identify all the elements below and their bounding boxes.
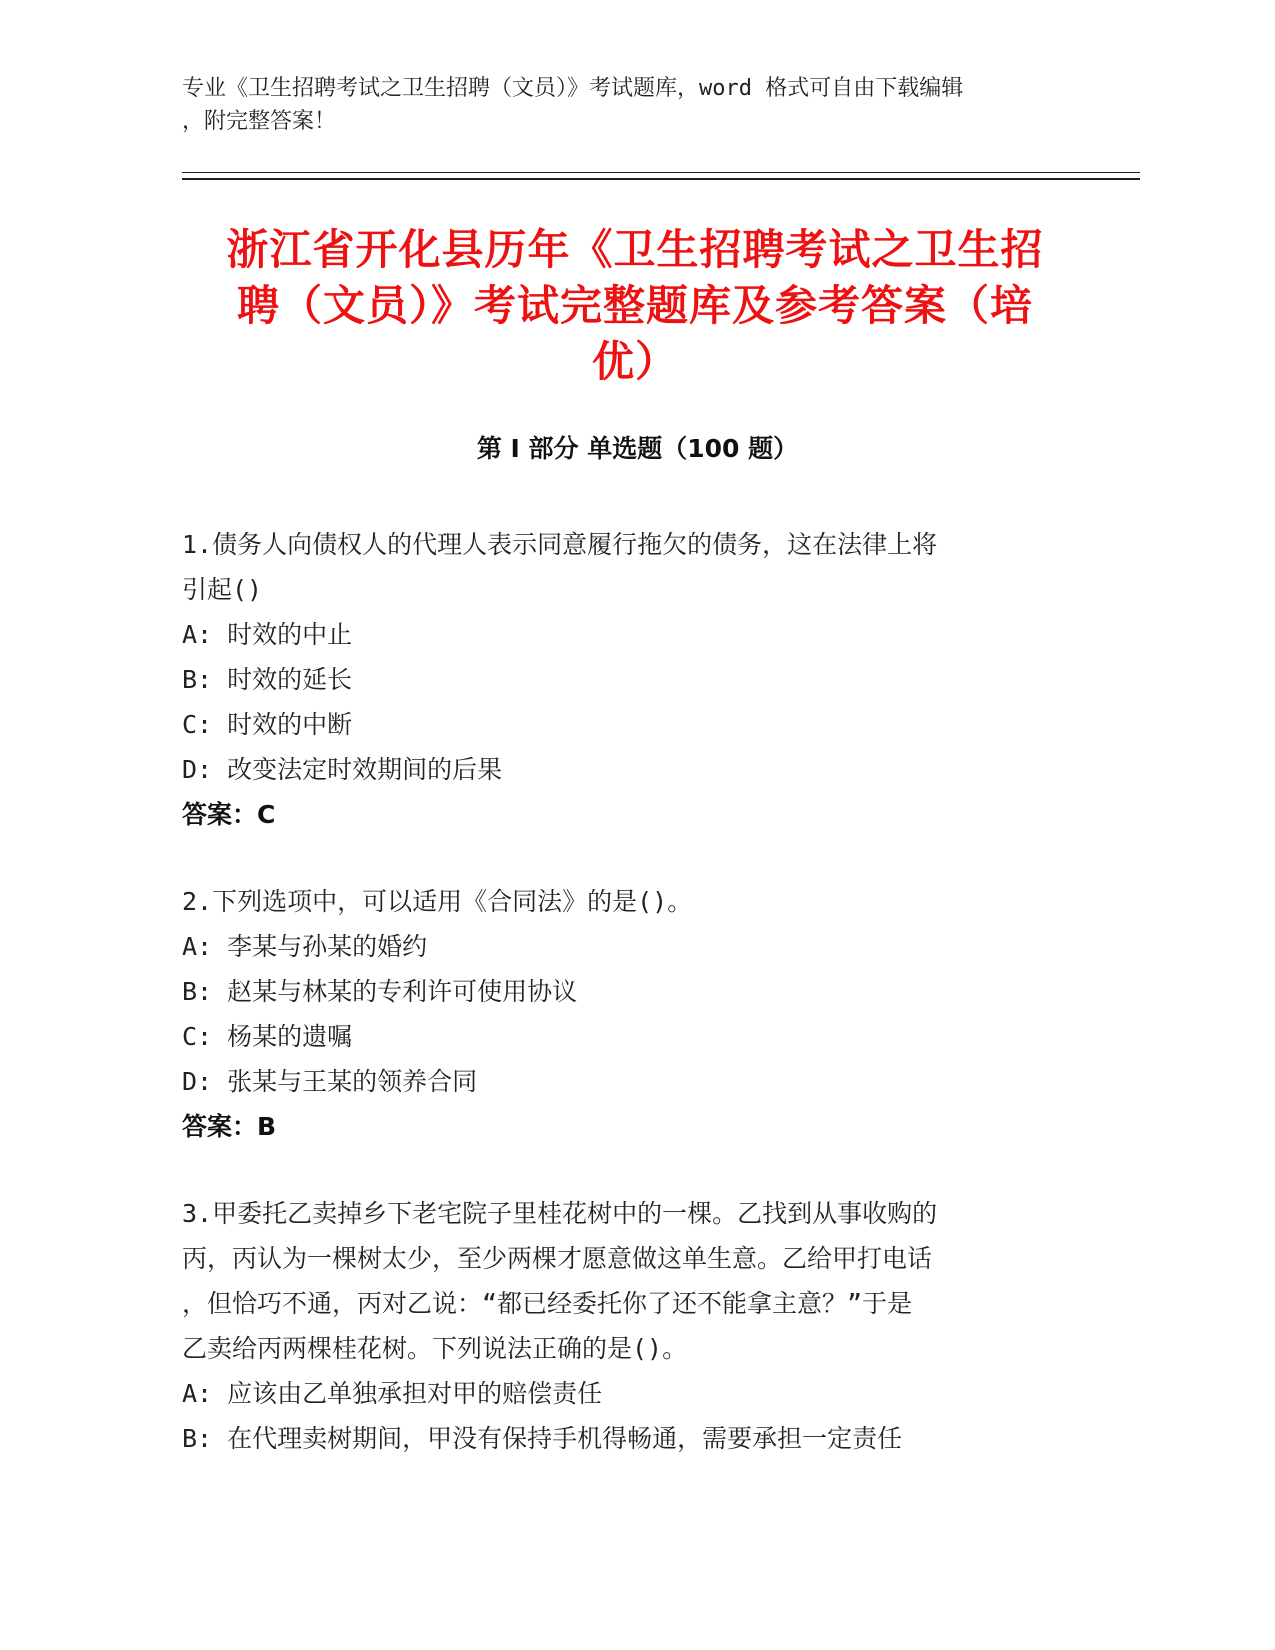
- option-b: B: 在代理卖树期间，甲没有保持手机得畅通，需要承担一定责任: [182, 1424, 903, 1453]
- header-divider-thin: [182, 172, 1140, 173]
- question-stem-line: 丙，丙认为一棵树太少，至少两棵才愿意做这单生意。乙给甲打电话: [182, 1244, 933, 1273]
- header-note-line-2: ，附完整答案！: [182, 109, 337, 134]
- document-title-line-2: 聘（文员）》考试完整题库及参考答案（培: [236, 281, 1033, 330]
- question-stem-line: 3.甲委托乙卖掉乡下老宅院子里桂花树中的一棵。乙找到从事收购的: [182, 1199, 938, 1228]
- document-title-line-3: 优）: [591, 337, 678, 386]
- option-a: A: 应该由乙单独承担对甲的赔偿责任: [182, 1379, 603, 1408]
- question-2: [182, 879, 1062, 1149]
- question-stem-line: ，但恰巧不通，丙对乙说：“都已经委托你了还不能拿主意？”于是: [182, 1289, 913, 1318]
- question-list: [182, 522, 1062, 1503]
- option-d: D: 张某与王某的领养合同: [182, 1067, 478, 1096]
- option-d: D: 改变法定时效期间的后果: [182, 755, 503, 784]
- option-c: C: 杨某的遗嘱: [182, 1022, 353, 1051]
- option-a: A: 时效的中止: [182, 620, 353, 649]
- option-a: A: 李某与孙某的婚约: [182, 932, 428, 961]
- answer-label: 答案：B: [182, 1112, 277, 1141]
- document-title: [190, 222, 1080, 390]
- answer-label: 答案：C: [182, 800, 276, 829]
- header-note-line-1: 专业《卫生招聘考试之卫生招聘（文员）》考试题库，word 格式可自由下载编辑: [182, 76, 964, 101]
- header-note: [182, 72, 1062, 138]
- question-stem-line: 2.下列选项中，可以适用《合同法》的是()。: [182, 887, 693, 916]
- option-b: B: 时效的延长: [182, 665, 353, 694]
- question-stem-line: 乙卖给丙两棵桂花树。下列说法正确的是()。: [182, 1334, 688, 1363]
- option-c: C: 时效的中断: [182, 710, 353, 739]
- question-1: [182, 522, 1062, 837]
- document-title-line-1: 浙江省开化县历年《卫生招聘考试之卫生招: [226, 225, 1044, 274]
- header-divider-thick: [182, 178, 1140, 180]
- question-3: [182, 1191, 1062, 1461]
- section-heading: 第 I 部分 单选题（100 题）: [476, 434, 799, 463]
- option-b: B: 赵某与林某的专利许可使用协议: [182, 977, 578, 1006]
- question-stem-line: 引起(): [182, 575, 263, 604]
- question-stem-line: 1.债务人向债权人的代理人表示同意履行拖欠的债务，这在法律上将: [182, 530, 938, 559]
